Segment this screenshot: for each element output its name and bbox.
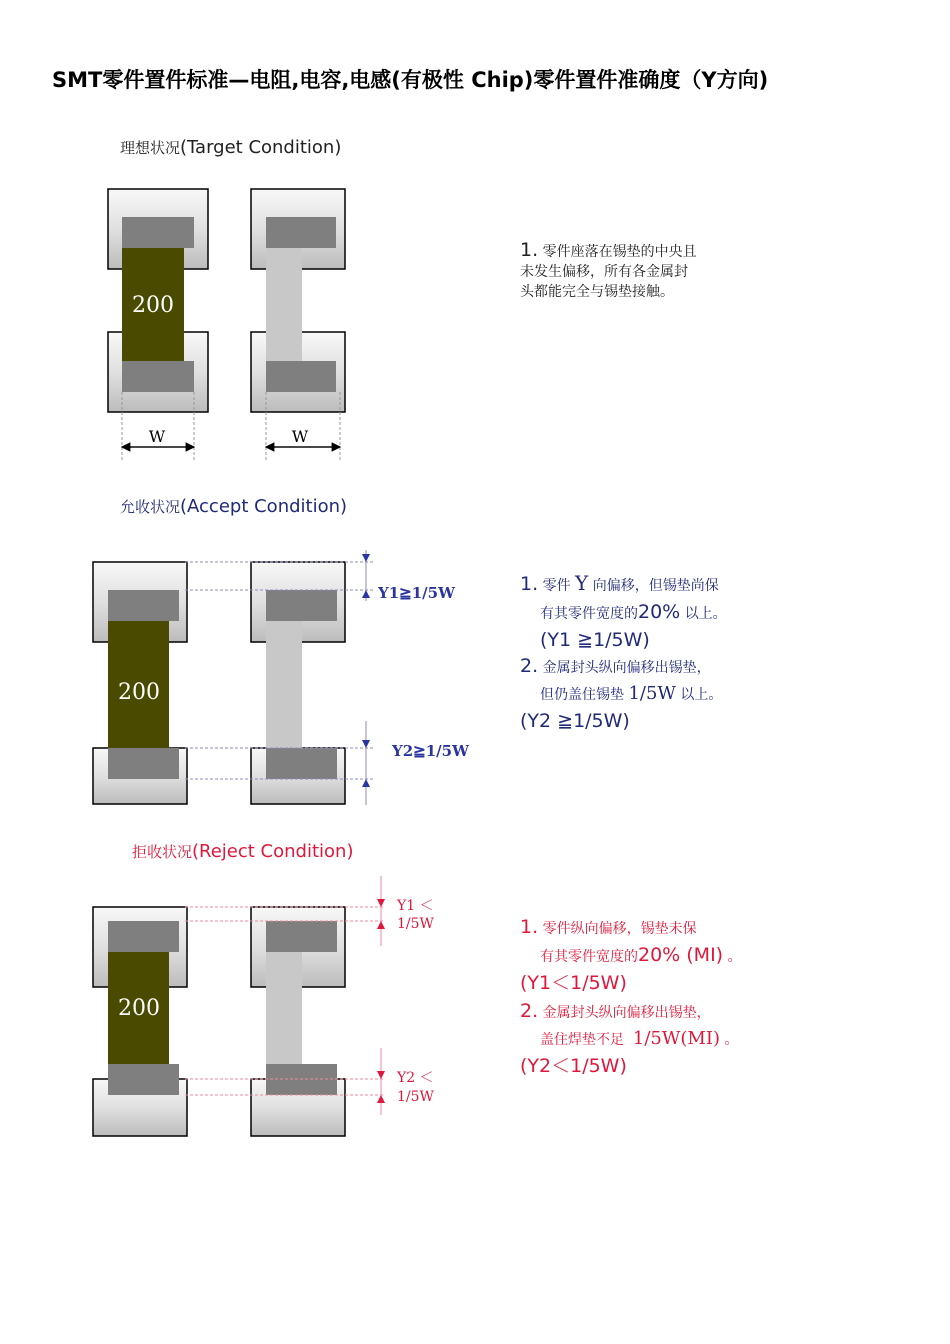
accept-transparent-body: [266, 621, 302, 748]
reject-desc-l5c: 。: [724, 1032, 739, 1048]
target-right-top-terminal: [266, 217, 336, 248]
accept-desc-l1a: 零件: [542, 578, 571, 594]
accept-right-bottom-terminal: [266, 748, 337, 779]
accept-y2-label: Y2≧1/5W: [392, 742, 469, 760]
target-left-top-terminal: [122, 217, 194, 248]
accept-desc-num2: 2.: [520, 655, 539, 677]
accept-desc-num1: 1.: [520, 573, 539, 595]
target-label-en: (Target Condition): [180, 137, 342, 158]
reject-desc-l3: (Y1＜1/5W): [520, 972, 627, 994]
target-transparent-body: [266, 248, 302, 361]
accept-left-top-terminal: [108, 590, 179, 621]
reject-transparent-body: [266, 952, 302, 1064]
target-description: [520, 240, 697, 302]
page-title: SMT零件置件标准—电阻,电容,电感(有极性 Chip)零件置件准确度（Y方向): [52, 68, 769, 92]
reject-y1-down-arrow: [377, 899, 385, 907]
reject-desc-num1: 1.: [520, 916, 539, 938]
accept-left-bottom-terminal: [108, 748, 179, 779]
reject-left-bottom-terminal: [108, 1064, 179, 1095]
target-desc-line1: 零件座落在锡垫的中央且: [542, 244, 697, 260]
target-right-width-label: W: [291, 427, 309, 446]
accept-desc-l4: 金属封头纵向偏移出锡垫，: [542, 660, 711, 676]
target-left-width-label: W: [148, 427, 166, 446]
reject-y2-label-b: 1/5W: [397, 1089, 434, 1105]
accept-desc-l3: (Y1 ≧1/5W): [540, 629, 650, 651]
accept-desc-l5b: 1/5W: [628, 683, 676, 704]
accept-y1-label: Y1≧1/5W: [378, 584, 455, 602]
reject-y2-up-arrow: [377, 1095, 385, 1103]
reject-desc-l5b: 1/5W(MI): [632, 1028, 720, 1049]
reject-desc-l5a: 盖住焊垫不足: [540, 1032, 624, 1048]
reject-condition-heading: [132, 841, 353, 862]
reject-desc-l4: 金属封头纵向偏移出锡垫，: [542, 1005, 711, 1021]
reject-left-top-terminal: [108, 921, 179, 952]
target-component-value: 200: [132, 293, 174, 318]
reject-label-cn: 拒收状况: [132, 843, 193, 861]
reject-y2-down-arrow: [377, 1071, 385, 1079]
accept-description: [520, 570, 727, 736]
reject-component-value: 200: [118, 996, 160, 1021]
accept-desc-l6: (Y2 ≧1/5W): [520, 710, 630, 732]
accept-y1-up-arrow: [362, 590, 370, 598]
accept-desc-l1c: 向偏移，但锡垫尚保: [592, 578, 719, 594]
reject-desc-l2b: 20% (MI): [638, 944, 724, 966]
reject-description: [520, 914, 742, 1081]
target-desc-num1: 1.: [520, 239, 539, 261]
accept-label-en: (Accept Condition): [180, 496, 348, 517]
accept-y2-down-arrow: [362, 740, 370, 748]
reject-diagram: [85, 870, 465, 1145]
reject-y1-label-b: 1/5W: [397, 916, 434, 932]
reject-y1-label-a: Y1 ＜: [397, 898, 434, 914]
target-left-bottom-terminal: [122, 361, 194, 392]
accept-y2-up-arrow: [362, 779, 370, 787]
accept-desc-l1b: Y: [575, 571, 589, 595]
reject-y2-label-a: Y2 ＜: [397, 1070, 434, 1086]
target-diagram: [100, 180, 360, 470]
reject-desc-l1: 零件纵向偏移，锡垫未保: [542, 921, 697, 937]
reject-right-top-terminal: [266, 921, 337, 952]
accept-label-cn: 允收状况: [120, 498, 181, 516]
reject-y1-up-arrow: [377, 921, 385, 929]
accept-desc-l5a: 但仍盖住锡垫: [540, 687, 624, 703]
target-desc-line2: 未发生偏移，所有各金属封: [520, 264, 688, 280]
target-right-bottom-terminal: [266, 361, 336, 392]
accept-desc-l5c: 以上。: [680, 687, 723, 703]
accept-y1-down-arrow: [362, 554, 370, 562]
accept-right-top-terminal: [266, 590, 337, 621]
accept-desc-l2b: 20%: [638, 601, 681, 623]
target-condition-heading: [120, 137, 341, 158]
accept-desc-l2c: 以上。: [684, 606, 727, 622]
reject-desc-l6: (Y2＜1/5W): [520, 1055, 627, 1077]
reject-desc-l2c: 。: [727, 949, 742, 965]
target-desc-line3: 头都能完全与锡垫接触。: [520, 284, 674, 300]
accept-desc-l2a: 有其零件宽度的: [540, 606, 638, 622]
accept-condition-heading: [120, 496, 347, 517]
target-label-cn: 理想状况: [120, 139, 181, 157]
reject-label-en: (Reject Condition): [192, 841, 354, 862]
accept-component-value: 200: [118, 680, 160, 705]
accept-diagram: [85, 545, 485, 815]
reject-desc-l2a: 有其零件宽度的: [540, 949, 638, 965]
reject-desc-num2: 2.: [520, 1000, 539, 1022]
